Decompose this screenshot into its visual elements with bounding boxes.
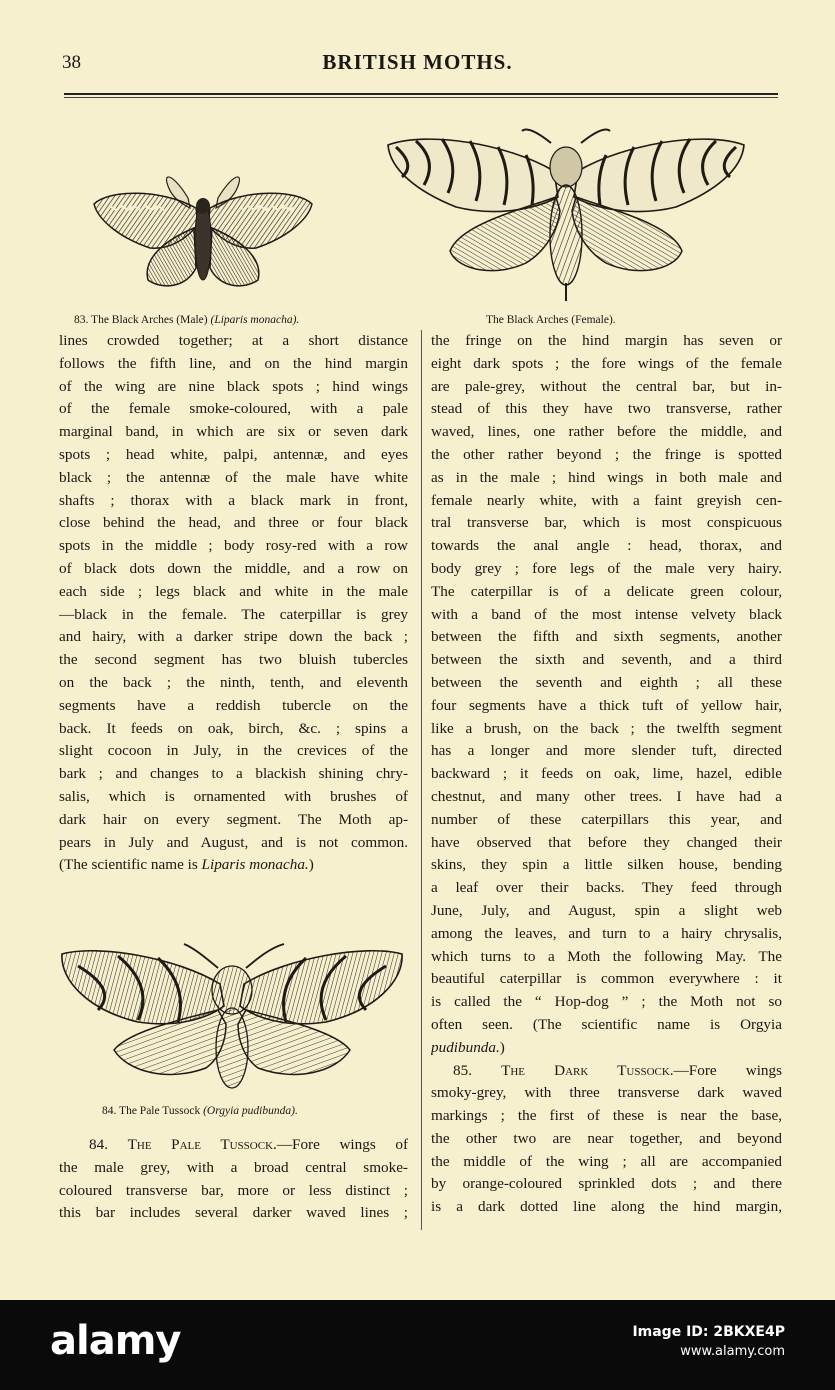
latin-name: pudibunda.: [431, 1038, 500, 1056]
text-line: spots in the middle ; body rosy-red with a row: [59, 537, 408, 555]
text-line: shafts ; thorax with a black mark in front,: [59, 491, 408, 509]
stock-url: www.alamy.com: [680, 1344, 785, 1359]
text-line: the middle of the wing ; all are accompanied: [431, 1152, 782, 1170]
section-84-heading-line: [59, 1134, 408, 1157]
text-line: has a longer and more slender tuft, directed: [431, 742, 782, 760]
text-line: the second segment has two bluish tubercles: [59, 651, 408, 669]
text-line: smoky-grey, with three transverse dark waved: [431, 1084, 782, 1102]
text-line: four segments have a thick tuft of yellow hair,: [431, 696, 782, 714]
figure-84-number: 84.: [102, 1105, 117, 1117]
text-line: towards the anal angle : head, thorax, and: [431, 537, 782, 555]
text-line: is called the “ Hop-dog ” ; the Moth not so: [431, 993, 782, 1011]
text-fragment: ): [499, 1038, 505, 1056]
moth-illustration-black-arches-female: [386, 125, 746, 303]
text-line: among the leaves, and turn to a hairy chrysalis,: [431, 924, 782, 942]
text-line: the other two are near together, and beyond: [431, 1129, 782, 1147]
running-title: BRITISH MOTHS.: [322, 50, 513, 74]
figure-84-latin: (Orgyia pudibunda).: [203, 1105, 298, 1117]
text-line: backward ; it feeds on oak, lime, hazel, edible: [431, 765, 782, 783]
text-line: and hairy, with a darker stripe down the back ;: [59, 628, 408, 646]
text-line-scientific-name: [59, 854, 408, 877]
text-line: pears in July and August, and is not common.: [59, 833, 408, 851]
text-line-latin-end: [431, 1037, 782, 1060]
figure-83-latin: (Liparis monacha).: [210, 314, 300, 326]
header-rule-thin: [64, 97, 778, 98]
figure-83-title: The Black Arches (Male): [91, 314, 208, 326]
section-84-title: The Pale Tussock.: [127, 1136, 277, 1153]
text-line: salis, which is ornamented with brushes of: [59, 787, 408, 805]
image-id: Image ID: 2BKXE4P: [632, 1324, 785, 1340]
moth-illustration-black-arches-male: [90, 168, 316, 296]
figure-84-title: The Pale Tussock: [119, 1105, 201, 1117]
section-84-text: [59, 1134, 408, 1225]
left-column-text: [59, 330, 408, 877]
figure-84-caption: [102, 1105, 298, 1117]
section-84-number: 84.: [89, 1136, 108, 1153]
section-85-number: 85.: [453, 1061, 472, 1079]
text-line: skins, they spin a little silken house, bending: [431, 856, 782, 874]
stock-brand-logo: alamy: [50, 1318, 181, 1364]
text-line: the other rather beyond ; the fringe is spotted: [431, 445, 782, 463]
text-line: like a brush, on the back ; the twelfth segment: [431, 719, 782, 737]
text-line: markings ; the first of these is near the base,: [431, 1107, 782, 1125]
text-line: of the female smoke-coloured, with a pale: [59, 400, 408, 418]
text-line: close behind the head, and three or four black: [59, 514, 408, 532]
text-line: slight cocoon in July, in the crevices of the: [59, 742, 408, 760]
text-line: between the sixth and seventh, and a third: [431, 651, 782, 669]
text-line: waved, lines, one rather before the middle, and: [431, 423, 782, 441]
text-line: which turns to a Moth the following May. The: [431, 947, 782, 965]
text-line: back. It feeds on oak, birch, &c. ; spins a: [59, 719, 408, 737]
text-line: follows the fifth line, and on the hind margin: [59, 354, 408, 372]
text-line: are pale-grey, without the central bar, but in-: [431, 377, 782, 395]
moth-illustration-pale-tussock: [58, 940, 408, 1090]
text-line: a leaf over their backs. They feed through: [431, 879, 782, 897]
text-line: bark ; and changes to a blackish shining chry-: [59, 765, 408, 783]
text-line: lines crowded together; at a short distance: [59, 332, 408, 349]
text-line: each side ; legs black and white in the male: [59, 582, 408, 600]
text-fragment: —Fore wings: [673, 1061, 782, 1079]
stock-meta: [632, 1322, 785, 1362]
text-line: chestnut, and many other trees. I have had a: [431, 787, 782, 805]
text-line: with a band of the most intense velvety black: [431, 605, 782, 623]
text-line: is a dark dotted line along the hind margin,: [431, 1198, 782, 1216]
figure-83-female-caption: The Black Arches (Female).: [486, 314, 616, 326]
text-line: this bar includes several darker waved lines ;: [59, 1204, 408, 1222]
text-line: the fringe on the hind margin has seven or: [431, 332, 782, 349]
text-line: beautiful caterpillar is common everywhere : it: [431, 970, 782, 988]
text-line: between the fifth and sixth segments, another: [431, 628, 782, 646]
right-column-text: [431, 330, 782, 1219]
text-line: black ; the antennæ of the male have white: [59, 468, 408, 486]
text-line: of the wing are nine black spots ; hind wings: [59, 377, 408, 395]
text-line: tral transverse bar, which is most conspicuous: [431, 514, 782, 532]
text-line: marginal band, in which are six or seven dark: [59, 423, 408, 441]
latin-name: Liparis monacha.: [201, 856, 309, 874]
header-rule: [64, 93, 778, 95]
figure-83-caption: [74, 314, 299, 326]
text-line: often seen. (The scientific name is Orgyia: [431, 1015, 782, 1033]
text-line: female nearly white, with a faint greyish cen-: [431, 491, 782, 509]
figure-83-number: 83.: [74, 314, 89, 326]
text-line: segments have a reddish tubercle on the: [59, 696, 408, 714]
text-line: stead of this they have two transverse, rather: [431, 400, 782, 418]
text-fragment: —Fore wings of: [276, 1136, 408, 1153]
text-line: of black dots down the middle, and a row on: [59, 559, 408, 577]
page-number: 38: [62, 52, 81, 73]
text-line: —black in the female. The caterpillar is grey: [59, 605, 408, 623]
text-fragment: ): [308, 856, 314, 874]
section-85-title: The Dark Tussock.: [501, 1061, 674, 1079]
text-fragment: (The scientific name is: [59, 856, 202, 874]
section-85-heading-line: [431, 1060, 782, 1083]
text-line: body grey ; fore legs of the male very hairy.: [431, 559, 782, 577]
text-line: by orange-coloured sprinkled dots ; and there: [431, 1175, 782, 1193]
text-line: on the back ; the ninth, tenth, and eleventh: [59, 673, 408, 691]
text-line: have observed that before they changed their: [431, 833, 782, 851]
text-line: number of these caterpillars this year, and: [431, 810, 782, 828]
text-line: June, July, and August, spin a slight web: [431, 901, 782, 919]
text-line: as in the male ; hind wings in both male and: [431, 468, 782, 486]
text-line: coloured transverse bar, more or less distinct ;: [59, 1181, 408, 1199]
column-divider: [421, 330, 422, 1230]
text-line: the male grey, with a broad central smoke-: [59, 1158, 408, 1176]
text-line: The caterpillar is of a delicate green colour,: [431, 582, 782, 600]
text-line: spots ; head white, palpi, antennæ, and eyes: [59, 445, 408, 463]
text-line: dark hair on every segment. The Moth ap-: [59, 810, 408, 828]
text-line: eight dark spots ; the fore wings of the female: [431, 354, 782, 372]
text-line: between the seventh and eighth ; all these: [431, 673, 782, 691]
